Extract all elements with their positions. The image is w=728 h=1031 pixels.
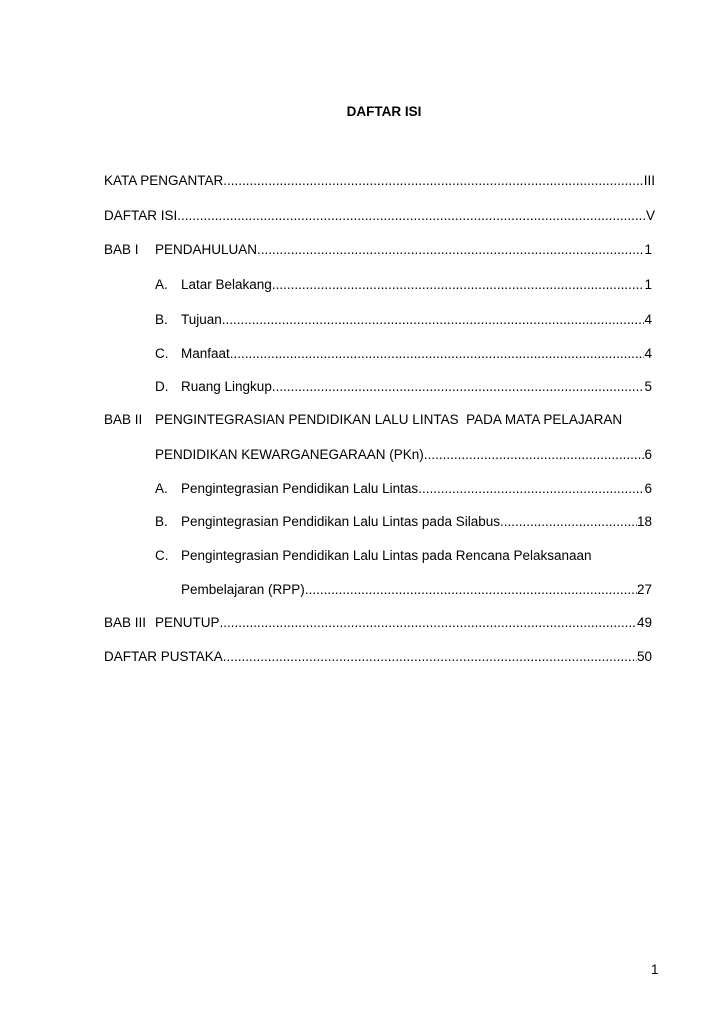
toc-entry-text: PENGINTEGRASIAN PENDIDIKAN LALU LINTAS PADA MATA PELAJARAN — [155, 412, 623, 427]
item-letter: B. — [155, 514, 168, 529]
leader-dots — [177, 207, 646, 225]
toc-page-number: 6 — [644, 447, 652, 462]
toc-page-number: 1 — [644, 277, 652, 292]
leader-dots — [272, 276, 645, 294]
item-letter: D. — [155, 379, 169, 394]
item-letter: A. — [155, 481, 168, 496]
toc-page-number: 18 — [636, 514, 652, 529]
leader-dots — [230, 345, 645, 363]
toc-entry-text: DAFTAR ISI — [104, 208, 178, 223]
leader-dots — [223, 648, 637, 666]
toc-entry-text: Tujuan — [181, 312, 222, 327]
toc-entry-text: Manfaat — [181, 346, 230, 361]
leader-dots — [220, 614, 637, 632]
chapter-prefix: BAB II — [104, 412, 143, 427]
toc-page-number: 1 — [644, 242, 652, 257]
toc-entry-daftar-isi[interactable] — [104, 207, 655, 225]
toc-page-number: 49 — [636, 615, 652, 630]
toc-entry-daftar-pustaka[interactable] — [104, 648, 652, 666]
toc-page-number: 5 — [644, 379, 652, 394]
leader-dots — [418, 480, 644, 498]
toc-entry-bab-1-c[interactable] — [155, 345, 652, 363]
toc-entry-bab-2-c[interactable] — [181, 581, 652, 599]
toc-entry-text: PENDAHULUAN — [155, 242, 258, 257]
toc-entry-bab-2[interactable] — [155, 446, 652, 464]
toc-entry-bab-1-b[interactable] — [155, 311, 652, 329]
toc-entry-text: KATA PENGANTAR — [104, 173, 224, 188]
toc-page-number: 4 — [644, 312, 652, 327]
toc-entry-text: Pengintegrasian Pendidikan Lalu Lintas — [181, 481, 419, 496]
leader-dots — [257, 241, 644, 259]
toc-entry-bab-2-b[interactable] — [155, 513, 652, 531]
toc-entry-bab-1[interactable] — [104, 241, 652, 259]
toc-entry-text: Ruang Lingkup — [181, 379, 272, 394]
toc-entry-bab-1-d[interactable] — [155, 378, 652, 396]
toc-page-number: III — [643, 173, 655, 188]
toc-entry-bab-2-a[interactable] — [155, 480, 652, 498]
item-letter: B. — [155, 312, 168, 327]
toc-entry-bab-2-c-heading[interactable] — [155, 547, 592, 565]
toc-entry-text: Pengintegrasian Pendidikan Lalu Lintas pada Silabus — [181, 514, 500, 529]
leader-dots — [223, 172, 643, 190]
item-letter: A. — [155, 277, 168, 292]
toc-page-number: 50 — [636, 649, 652, 664]
leader-dots — [424, 446, 645, 464]
leader-dots — [500, 513, 637, 531]
toc-entry-kata-pengantar[interactable] — [104, 172, 655, 190]
item-letter: C. — [155, 548, 169, 563]
toc-page-number: 4 — [644, 346, 652, 361]
leader-dots — [305, 581, 637, 599]
toc-page-number: 6 — [644, 481, 652, 496]
toc-entry-text-continued: Pembelajaran (RPP) — [181, 582, 305, 597]
toc-entry-text: Pengintegrasian Pendidikan Lalu Lintas pada Rencana Pelaksanaan — [181, 548, 592, 563]
page-title: DAFTAR ISI — [346, 104, 422, 119]
page-footer-number: 1 — [651, 962, 659, 977]
leader-dots — [272, 378, 645, 396]
leader-dots — [222, 311, 645, 329]
toc-page-number: V — [645, 208, 655, 223]
item-letter: C. — [155, 346, 169, 361]
chapter-prefix: BAB III — [104, 615, 147, 630]
toc-entry-text: Latar Belakang — [181, 277, 272, 292]
toc-entry-bab-3[interactable] — [104, 614, 652, 632]
toc-entry-text: PENUTUP — [155, 615, 220, 630]
toc-entry-bab-1-a[interactable] — [155, 276, 652, 294]
toc-entry-text: DAFTAR PUSTAKA — [104, 649, 223, 664]
toc-page-number: 27 — [636, 582, 652, 597]
toc-entry-bab-2-heading[interactable] — [104, 411, 622, 429]
chapter-prefix: BAB I — [104, 242, 139, 257]
toc-entry-text-continued: PENDIDIKAN KEWARGANEGARAAN (PKn) — [155, 447, 424, 462]
